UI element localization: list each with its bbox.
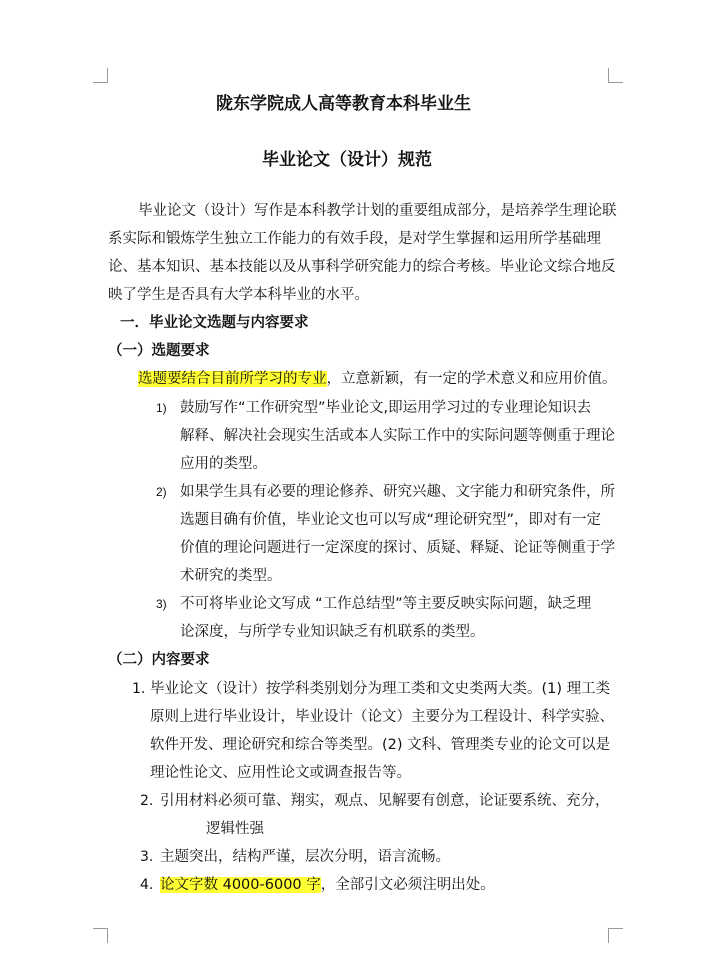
highlighted-text: 论文字数 4000-6000 字 (160, 877, 321, 893)
page-corner-mark (608, 928, 623, 943)
topic-requirement-rest: ，立意新颖，有一定的学术意义和应用价值。 (326, 371, 617, 387)
intro-line: 系实际和锻炼学生独立工作能力的有效手段，是对学生掌握和运用所学基础理 (108, 231, 601, 247)
list-item-text: 价值的理论问题进行一定深度的探讨、质疑、释疑、论证等侧重于学 (180, 540, 615, 556)
list-item (156, 398, 591, 418)
list-item-text: 理论性论文、应用性论文或调查报告等。 (150, 765, 411, 781)
list-item-text: 原则上进行毕业设计，毕业设计（论文）主要分为工程设计、科学实验、 (150, 709, 614, 725)
list-item-text: 选题目确有价值，毕业论文也可以写成“理论研究型”，即对有一定 (180, 512, 602, 528)
page-corner-mark (93, 68, 108, 83)
list-number: 2) (156, 485, 167, 499)
page-corner-mark (93, 928, 108, 943)
list-item-text: 引用材料必须可靠、翔实，观点、见解要有创意，论证要系统、充分， (160, 793, 610, 809)
intro-line: 论、基本知识、基本技能以及从事科学研究能力的综合考核。毕业论文综合地反 (108, 259, 616, 275)
list-item-text: 如果学生具有必要的理论修养、研究兴趣、文字能力和研究条件，所 (180, 484, 615, 500)
list-number: 3. (140, 849, 154, 865)
list-number: 1. (132, 681, 146, 697)
subsection-heading: （一）选题要求 (108, 343, 210, 359)
list-item-text: ，全部引文必须注明出处。 (320, 877, 495, 893)
list-item-text: 软件开发、理论研究和综合等类型。(2) 文科、管理类专业的论文可以是 (150, 737, 611, 753)
topic-requirement-line (138, 369, 617, 389)
list-item (140, 875, 495, 895)
list-item-text: 鼓励写作“工作研究型”毕业论文,即运用学习过的专业理论知识去 (180, 400, 592, 416)
list-number: 4. (140, 877, 154, 893)
list-item (156, 594, 591, 614)
list-item-text: 应用的类型。 (180, 456, 267, 472)
list-item-text: 逻辑性强 (206, 821, 264, 837)
highlighted-text: 选题要结合目前所学习的专业 (138, 371, 327, 387)
list-item-text: 论深度，与所学专业知识缺乏有机联系的类型。 (180, 624, 485, 640)
page-corner-mark (608, 68, 623, 83)
doc-title-line2: 毕业论文（设计）规范 (262, 150, 432, 170)
list-item (140, 847, 450, 867)
list-item-text: 不可将毕业论文写成 “工作总结型”等主要反映实际问题，缺乏理 (180, 596, 592, 612)
intro-line: 映了学生是否具有大学本科毕业的水平。 (108, 287, 369, 303)
list-item (140, 791, 610, 811)
subsection-heading: （二）内容要求 (108, 652, 210, 668)
list-item-text: 毕业论文（设计）按学科类别划分为理工类和文史类两大类。(1) 理工类 (150, 681, 611, 697)
doc-title-line1: 陇东学院成人高等教育本科毕业生 (216, 94, 471, 114)
list-number: 3) (156, 597, 167, 611)
section-heading: 一．毕业论文选题与内容要求 (120, 315, 309, 331)
list-item-text: 解释、解决社会现实生活或本人实际工作中的实际问题等侧重于理论 (180, 428, 615, 444)
list-number: 1) (156, 401, 167, 415)
list-item (156, 482, 615, 502)
list-item (132, 679, 610, 699)
list-item-text: 主题突出，结构严谨，层次分明，语言流畅。 (160, 849, 450, 865)
list-number: 2. (140, 793, 154, 809)
intro-line: 毕业论文（设计）写作是本科教学计划的重要组成部分，是培养学生理论联 (138, 203, 617, 219)
list-item-text: 术研究的类型。 (180, 568, 282, 584)
